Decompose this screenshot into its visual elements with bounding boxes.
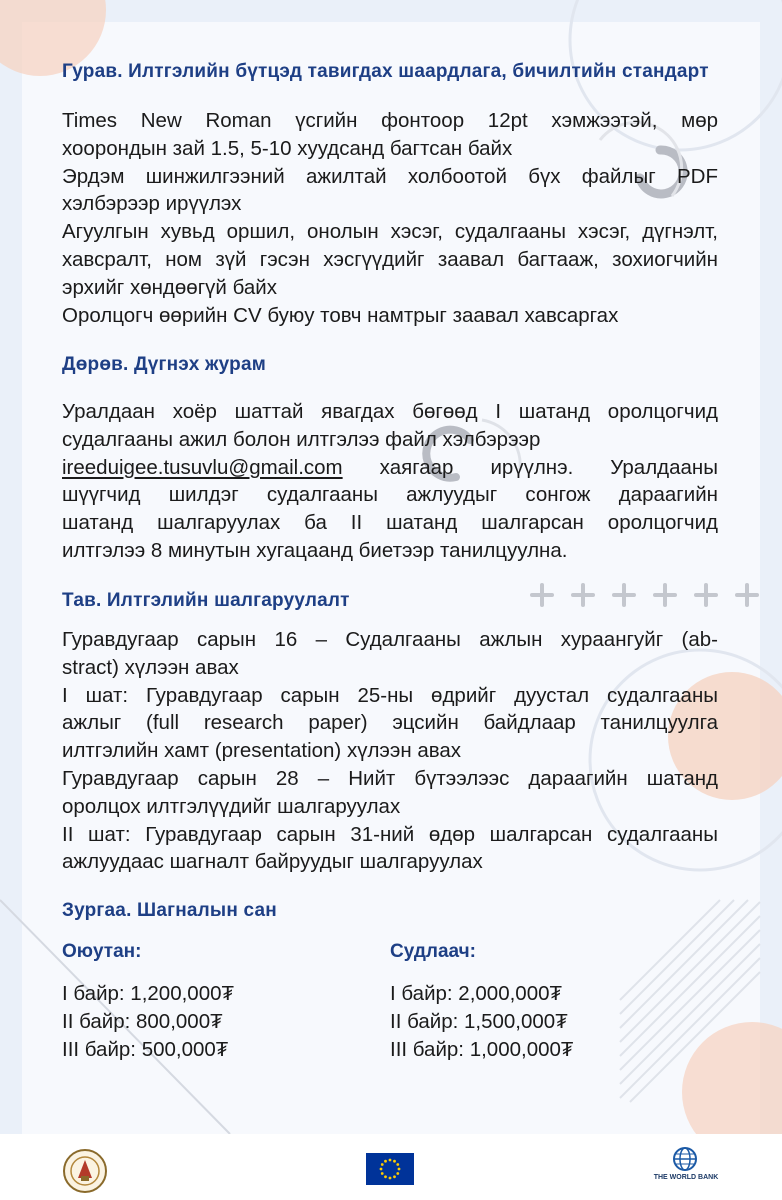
section-5-heading: Тав. Илтгэлийн шалгаруулалт — [62, 590, 350, 611]
body-line: Агуулгын хувьд оршил, онолын хэсэг, судалгааны хэсэг, дүгнэлт, — [62, 220, 718, 244]
prize-item: II байр: 1,500,000₮ — [390, 1010, 568, 1033]
body-line: ажлыг (full research paper) эцсийн байдлаар танилцуулга — [62, 711, 718, 735]
eu-star-icon — [381, 1163, 384, 1166]
eu-star-icon — [393, 1160, 396, 1163]
body-line: судалгааны ажил болон илтгэлээ файл хэлбэрээр — [62, 427, 541, 451]
eu-star-icon — [398, 1168, 401, 1171]
body-line: Гуравдугаар сарын 28 – Нийт бүтээлээс дараагийн шатанд — [62, 766, 718, 790]
body-line: оролцох илтгэлүүдийг шалгаруулах — [62, 794, 401, 818]
body-line — [62, 454, 718, 482]
prize-item: I байр: 2,000,000₮ — [390, 982, 563, 1005]
section-4-body — [62, 398, 718, 565]
eu-star-icon — [393, 1175, 396, 1178]
body-line: шүүгчид шилдэг судалгааны ажлуудыг сонгож дараагийн — [62, 483, 718, 507]
body-text: хаягаар ирүүлнэ. Уралдааны — [379, 455, 718, 479]
body-line: stract) хүлээн авах — [62, 655, 239, 679]
eu-flag-logo — [366, 1153, 414, 1185]
prize-item: III байр: 1,000,000₮ — [390, 1038, 574, 1061]
body-line: илтгэлийн хамт (presentation) хүлээн авах — [62, 739, 462, 763]
body-line: Times New Roman үсгийн фонтоор 12pt хэмжээтэй, мөр — [62, 109, 718, 132]
body-line: хоорондын зай 1.5, 5-10 хуудсанд багтсан байх — [62, 136, 513, 160]
body-line: Оролцогч өөрийн CV буюу товч намтрыг заавал хавсаргах — [62, 303, 619, 327]
researchers-title: Судлаач: — [390, 941, 476, 962]
prize-item: II байр: 800,000₮ — [62, 1010, 223, 1033]
email-link[interactable]: ireeduigee.tusuvlu@gmail.com — [62, 455, 343, 479]
body-line: шатанд шалгаруулах ба II шатанд шалгарсан оролцогчид — [62, 511, 718, 535]
body-line: хэлбэрээр ирүүлэх — [62, 192, 242, 216]
eu-star-icon — [389, 1177, 392, 1180]
body-line: ажлуудаас шагналт байруудыг шалгаруулах — [62, 850, 483, 874]
body-line: илтгэлээ 8 минутын хугацаанд биетээр танилцуулна. — [62, 538, 568, 562]
body-line: Эрдэм шинжилгээний ажилтай холбоотой бүх файлыг PDF — [62, 164, 718, 188]
section-3-heading: Гурав. Илтгэлийн бүтцэд тавигдах шаардлага, бичилтийн стандарт — [62, 61, 709, 82]
footer-logos — [0, 1134, 782, 1200]
prize-item: I байр: 1,200,000₮ — [62, 982, 235, 1005]
body-line: хавсралт, ном зүй гэсэн хэсгүүдийг заавал багтааж, зохиогчийн — [62, 247, 718, 271]
eu-star-icon — [389, 1159, 392, 1162]
section-3-body — [62, 107, 718, 329]
section-5-body — [62, 626, 718, 876]
eu-star-icon — [384, 1175, 387, 1178]
body-line: II шат: Гуравдугаар сарын 31-ний өдөр шалгарсан судалгааны — [62, 822, 718, 846]
world-bank-label: THE WORLD BANK — [653, 1174, 719, 1181]
eu-star-icon — [396, 1163, 399, 1166]
body-line: Уралдаан хоёр шаттай явагдах бөгөөд I шатанд оролцогчид — [62, 400, 718, 423]
section-6-heading: Зургаа. Шагналын сан — [62, 900, 277, 921]
eu-star-icon — [396, 1172, 399, 1175]
eu-star-icon — [384, 1160, 387, 1163]
body-line: эрхийг хөндөөгүй байх — [62, 275, 277, 299]
students-title: Оюутан: — [62, 941, 142, 962]
body-line: I шат: Гуравдугаар сарын 25-ны өдрийг дуустал судалгааны — [62, 683, 718, 707]
world-bank-logo — [672, 1146, 698, 1172]
prize-item: III байр: 500,000₮ — [62, 1038, 229, 1061]
section-4-heading: Дөрөв. Дүгнэх журам — [62, 354, 266, 375]
eu-star-icon — [380, 1168, 383, 1171]
university-seal-logo — [62, 1148, 108, 1194]
body-line: Гуравдугаар сарын 16 – Судалгааны ажлын хураангуйг (ab- — [62, 628, 718, 651]
eu-star-icon — [381, 1172, 384, 1175]
